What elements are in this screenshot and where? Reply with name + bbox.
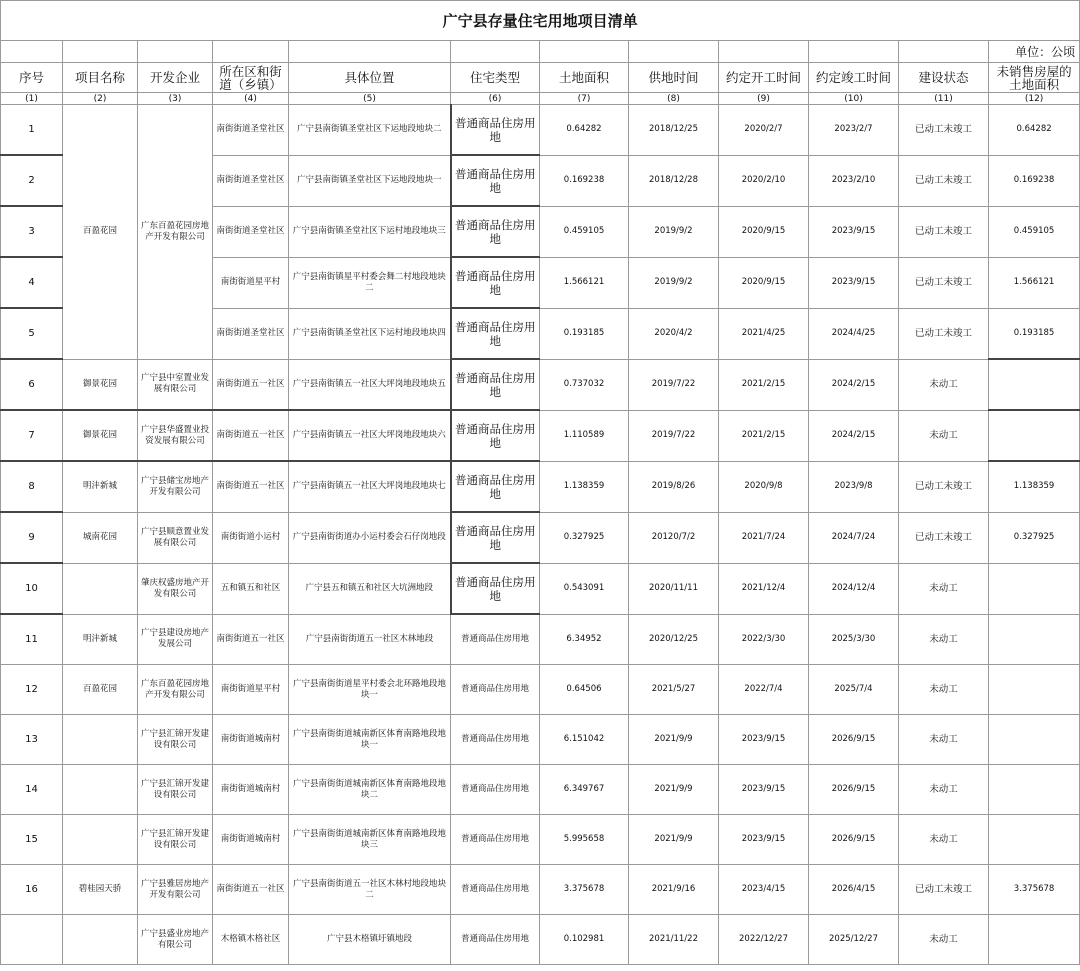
cell-start: 2021/2/15	[719, 359, 809, 410]
cell-district: 南街街道五一社区	[213, 865, 289, 915]
cell-supply: 2019/9/2	[629, 257, 719, 308]
cell-developer: 肇庆权盛房地产开发有限公司	[138, 563, 213, 614]
cell-seq: 10	[1, 563, 63, 614]
cell-unsold	[989, 614, 1080, 665]
table-row	[1, 461, 1080, 512]
table-row	[1, 815, 1080, 865]
cell-project: 御景花园	[63, 410, 138, 461]
cell-developer: 广宁县顺意置业发展有限公司	[138, 512, 213, 563]
table-row	[1, 359, 1080, 410]
cell-status: 已动工未竣工	[899, 105, 989, 156]
cell-status: 未动工	[899, 915, 989, 965]
cell-supply: 20120/7/2	[629, 512, 719, 563]
cell-type: 普通商品住房用地	[451, 915, 540, 965]
cell-finish: 2024/12/4	[809, 563, 899, 614]
cell-start: 2022/7/4	[719, 665, 809, 715]
cell-seq: 3	[1, 206, 63, 257]
index-label: (7)	[540, 93, 629, 105]
cell-supply: 2020/4/2	[629, 308, 719, 359]
cell-seq: 6	[1, 359, 63, 410]
cell-start: 2021/4/25	[719, 308, 809, 359]
cell-district: 南街街道圣堂社区	[213, 155, 289, 206]
cell-supply: 2018/12/28	[629, 155, 719, 206]
cell-district: 南街街道圣堂社区	[213, 206, 289, 257]
cell-area: 5.995658	[540, 815, 629, 865]
cell-area: 0.459105	[540, 206, 629, 257]
cell-unsold	[989, 359, 1080, 410]
cell-status: 已动工未竣工	[899, 155, 989, 206]
cell-start: 2022/3/30	[719, 614, 809, 665]
cell-finish: 2023/9/15	[809, 206, 899, 257]
cell-unsold	[989, 563, 1080, 614]
index-label: (12)	[989, 93, 1080, 105]
cell-seq: 7	[1, 410, 63, 461]
cell-developer: 广宁县汇锦开发建设有限公司	[138, 765, 213, 815]
cell-unsold: 0.64282	[989, 105, 1080, 156]
index-label: (6)	[451, 93, 540, 105]
cell-finish: 2024/7/24	[809, 512, 899, 563]
cell-location: 广宁县南街街道五一社区木林村地段地块二	[289, 865, 451, 915]
cell-area: 6.34952	[540, 614, 629, 665]
cell-unsold: 0.193185	[989, 308, 1080, 359]
cell-district: 南街街道星平村	[213, 665, 289, 715]
cell-developer: 广宁县华盛置业投资发展有限公司	[138, 410, 213, 461]
cell-area: 1.566121	[540, 257, 629, 308]
cell-project	[63, 765, 138, 815]
table-row	[1, 915, 1080, 965]
cell-type: 普通商品住房用地	[451, 206, 540, 257]
cell-project: 城南花园	[63, 512, 138, 563]
cell-project	[63, 815, 138, 865]
cell-start: 2023/4/15	[719, 865, 809, 915]
cell-unsold: 1.566121	[989, 257, 1080, 308]
cell-district: 五和镇五和社区	[213, 563, 289, 614]
index-label: (5)	[289, 93, 451, 105]
cell-area: 1.110589	[540, 410, 629, 461]
cell-type: 普通商品住房用地	[451, 614, 540, 665]
cell-supply: 2021/9/9	[629, 815, 719, 865]
unit-label: 单位：公顷	[989, 41, 1080, 63]
cell-type: 普通商品住房用地	[451, 665, 540, 715]
header-col-seq: 序号	[1, 63, 63, 93]
cell-seq: 5	[1, 308, 63, 359]
cell-start: 2023/9/15	[719, 815, 809, 865]
cell-project: 碧桂园天骄	[63, 865, 138, 915]
cell-developer: 广宁县盛业房地产有限公司	[138, 915, 213, 965]
cell-area: 0.543091	[540, 563, 629, 614]
header-col-developer: 开发企业	[138, 63, 213, 93]
cell-type: 普通商品住房用地	[451, 308, 540, 359]
header-col-district: 所在区和街道（乡镇）	[213, 63, 289, 93]
table-row	[1, 512, 1080, 563]
cell-finish: 2024/4/25	[809, 308, 899, 359]
cell-location: 广宁县南街镇五一社区大坪岗地段地块五	[289, 359, 451, 410]
cell-unsold	[989, 410, 1080, 461]
cell-unsold: 1.138359	[989, 461, 1080, 512]
cell-project: 御景花园	[63, 359, 138, 410]
cell-project	[63, 715, 138, 765]
cell-finish: 2023/9/8	[809, 461, 899, 512]
cell-area: 0.737032	[540, 359, 629, 410]
cell-unsold	[989, 915, 1080, 965]
cell-district: 南街街道五一社区	[213, 614, 289, 665]
index-label: (9)	[719, 93, 809, 105]
header-col-unsold: 未销售房屋的土地面积	[989, 63, 1080, 93]
cell-finish: 2026/9/15	[809, 715, 899, 765]
cell-district: 南街街道圣堂社区	[213, 308, 289, 359]
cell-finish: 2026/9/15	[809, 765, 899, 815]
cell-status: 已动工未竣工	[899, 865, 989, 915]
cell-finish: 2024/2/15	[809, 359, 899, 410]
table-row	[1, 665, 1080, 715]
cell-supply: 2019/9/2	[629, 206, 719, 257]
cell-status: 已动工未竣工	[899, 461, 989, 512]
index-label: (3)	[138, 93, 213, 105]
cell-seq: 13	[1, 715, 63, 765]
cell-status: 未动工	[899, 563, 989, 614]
cell-status: 已动工未竣工	[899, 206, 989, 257]
cell-type: 普通商品住房用地	[451, 257, 540, 308]
cell-supply: 2021/9/16	[629, 865, 719, 915]
cell-location: 广宁县南街街道星平村委会北环路地段地块一	[289, 665, 451, 715]
cell-type: 普通商品住房用地	[451, 105, 540, 156]
cell-start: 2023/9/15	[719, 765, 809, 815]
cell-area: 0.327925	[540, 512, 629, 563]
cell-supply: 2021/9/9	[629, 715, 719, 765]
cell-location: 广宁县南街街道城南新区体育南路地段地块一	[289, 715, 451, 765]
index-label: (4)	[213, 93, 289, 105]
cell-location: 广宁县南街街道城南新区体育南路地段地块三	[289, 815, 451, 865]
cell-developer: 广东百盈花园房地产开发有限公司	[138, 665, 213, 715]
header-col-project: 项目名称	[63, 63, 138, 93]
cell-type: 普通商品住房用地	[451, 512, 540, 563]
cell-project	[63, 915, 138, 965]
index-label: (11)	[899, 93, 989, 105]
cell-unsold: 0.459105	[989, 206, 1080, 257]
cell-start: 2021/12/4	[719, 563, 809, 614]
cell-supply: 2019/7/22	[629, 359, 719, 410]
cell-supply: 2021/5/27	[629, 665, 719, 715]
cell-type: 普通商品住房用地	[451, 410, 540, 461]
cell-supply: 2018/12/25	[629, 105, 719, 156]
cell-area: 3.375678	[540, 865, 629, 915]
cell-location: 广宁县南街镇圣堂社区下运地段地块一	[289, 155, 451, 206]
cell-area: 0.64506	[540, 665, 629, 715]
cell-district: 南街街道五一社区	[213, 359, 289, 410]
index-label: (10)	[809, 93, 899, 105]
cell-seq: 8	[1, 461, 63, 512]
cell-seq: 15	[1, 815, 63, 865]
cell-seq: 12	[1, 665, 63, 715]
cell-type: 普通商品住房用地	[451, 461, 540, 512]
cell-seq: 4	[1, 257, 63, 308]
cell-project: 百盈花园	[63, 105, 138, 360]
cell-type: 普通商品住房用地	[451, 765, 540, 815]
cell-location: 广宁县南街镇圣堂社区下运村地段地块三	[289, 206, 451, 257]
cell-district: 南街街道五一社区	[213, 410, 289, 461]
cell-project: 明沣新城	[63, 614, 138, 665]
cell-unsold	[989, 665, 1080, 715]
cell-start: 2020/2/10	[719, 155, 809, 206]
table-row	[1, 614, 1080, 665]
cell-finish: 2023/2/7	[809, 105, 899, 156]
cell-start: 2022/12/27	[719, 915, 809, 965]
cell-type: 普通商品住房用地	[451, 715, 540, 765]
cell-developer: 广宁县中室置业发展有限公司	[138, 359, 213, 410]
cell-start: 2021/2/15	[719, 410, 809, 461]
cell-supply: 2019/8/26	[629, 461, 719, 512]
cell-location: 广宁县五和镇五和社区大坑洲地段	[289, 563, 451, 614]
cell-unsold: 0.327925	[989, 512, 1080, 563]
cell-seq: 1	[1, 105, 63, 156]
cell-seq: 11	[1, 614, 63, 665]
header-col-location: 具体位置	[289, 63, 451, 93]
header-col-supply: 供地时间	[629, 63, 719, 93]
cell-seq	[1, 915, 63, 965]
cell-start: 2020/9/15	[719, 257, 809, 308]
cell-start: 2021/7/24	[719, 512, 809, 563]
cell-district: 南街街道五一社区	[213, 461, 289, 512]
cell-location: 广宁县南街街道办小运村委会石仔岗地段	[289, 512, 451, 563]
cell-type: 普通商品住房用地	[451, 563, 540, 614]
cell-location: 广宁县南街镇五一社区大坪岗地段地块七	[289, 461, 451, 512]
cell-project	[63, 563, 138, 614]
header-col-type: 住宅类型	[451, 63, 540, 93]
cell-finish: 2023/2/10	[809, 155, 899, 206]
cell-developer: 广东百盈花园房地产开发有限公司	[138, 105, 213, 360]
cell-developer: 广宁县汇锦开发建设有限公司	[138, 815, 213, 865]
cell-finish: 2025/7/4	[809, 665, 899, 715]
cell-area: 0.169238	[540, 155, 629, 206]
cell-supply: 2021/11/22	[629, 915, 719, 965]
index-label: (2)	[63, 93, 138, 105]
cell-type: 普通商品住房用地	[451, 865, 540, 915]
cell-seq: 9	[1, 512, 63, 563]
cell-area: 0.102981	[540, 915, 629, 965]
cell-area: 0.64282	[540, 105, 629, 156]
cell-location: 广宁县南街镇五一社区大坪岗地段地块六	[289, 410, 451, 461]
cell-type: 普通商品住房用地	[451, 359, 540, 410]
cell-location: 广宁县南街镇圣堂社区下运村地段地块四	[289, 308, 451, 359]
cell-supply: 2020/12/25	[629, 614, 719, 665]
cell-status: 未动工	[899, 665, 989, 715]
cell-status: 未动工	[899, 765, 989, 815]
cell-finish: 2026/9/15	[809, 815, 899, 865]
cell-unsold	[989, 715, 1080, 765]
cell-district: 南街街道城南村	[213, 765, 289, 815]
cell-start: 2020/2/7	[719, 105, 809, 156]
cell-finish: 2025/12/27	[809, 915, 899, 965]
cell-location: 广宁县南街街道五一社区木林地段	[289, 614, 451, 665]
cell-status: 未动工	[899, 359, 989, 410]
header-col-area: 土地面积	[540, 63, 629, 93]
cell-finish: 2023/9/15	[809, 257, 899, 308]
cell-status: 已动工未竣工	[899, 308, 989, 359]
index-label: (1)	[1, 93, 63, 105]
cell-type: 普通商品住房用地	[451, 155, 540, 206]
table-row	[1, 765, 1080, 815]
cell-supply: 2019/7/22	[629, 410, 719, 461]
cell-start: 2020/9/8	[719, 461, 809, 512]
cell-area: 6.349767	[540, 765, 629, 815]
cell-start: 2020/9/15	[719, 206, 809, 257]
cell-unsold: 3.375678	[989, 865, 1080, 915]
cell-district: 南街街道星平村	[213, 257, 289, 308]
cell-area: 0.193185	[540, 308, 629, 359]
cell-type: 普通商品住房用地	[451, 815, 540, 865]
header-col-finish: 约定竣工时间	[809, 63, 899, 93]
cell-location: 广宁县南街镇圣堂社区下运地段地块二	[289, 105, 451, 156]
cell-developer: 广宁县汇锦开发建设有限公司	[138, 715, 213, 765]
header-col-start: 约定开工时间	[719, 63, 809, 93]
cell-location: 广宁县南街街道城南新区体育南路地段地块二	[289, 765, 451, 815]
cell-seq: 2	[1, 155, 63, 206]
index-label: (8)	[629, 93, 719, 105]
page-title: 广宁县存量住宅用地项目清单	[1, 1, 1080, 41]
cell-start: 2023/9/15	[719, 715, 809, 765]
cell-seq: 16	[1, 865, 63, 915]
cell-project: 明沣新城	[63, 461, 138, 512]
cell-unsold	[989, 815, 1080, 865]
cell-district: 南街街道小运村	[213, 512, 289, 563]
cell-seq: 14	[1, 765, 63, 815]
cell-unsold	[989, 765, 1080, 815]
cell-status: 未动工	[899, 815, 989, 865]
cell-district: 南街街道城南村	[213, 715, 289, 765]
cell-developer: 广宁县建设房地产发展公司	[138, 614, 213, 665]
cell-unsold: 0.169238	[989, 155, 1080, 206]
table-row	[1, 563, 1080, 614]
cell-finish: 2024/2/15	[809, 410, 899, 461]
header-col-status: 建设状态	[899, 63, 989, 93]
table-row	[1, 865, 1080, 915]
cell-finish: 2025/3/30	[809, 614, 899, 665]
cell-district: 木格镇木格社区	[213, 915, 289, 965]
cell-developer: 广宁县储宝房地产开发有限公司	[138, 461, 213, 512]
cell-developer: 广宁县雅居房地产开发有限公司	[138, 865, 213, 915]
table-row	[1, 105, 1080, 156]
cell-area: 6.151042	[540, 715, 629, 765]
cell-supply: 2020/11/11	[629, 563, 719, 614]
cell-status: 已动工未竣工	[899, 512, 989, 563]
cell-supply: 2021/9/9	[629, 765, 719, 815]
cell-district: 南街街道圣堂社区	[213, 105, 289, 156]
cell-district: 南街街道城南村	[213, 815, 289, 865]
cell-project: 百盈花园	[63, 665, 138, 715]
cell-status: 未动工	[899, 410, 989, 461]
cell-status: 已动工未竣工	[899, 257, 989, 308]
cell-area: 1.138359	[540, 461, 629, 512]
cell-location: 广宁县南街镇星平村委会舞二村地段地块二	[289, 257, 451, 308]
table-row	[1, 715, 1080, 765]
cell-location: 广宁县木格镇圩镇地段	[289, 915, 451, 965]
cell-status: 未动工	[899, 715, 989, 765]
cell-status: 未动工	[899, 614, 989, 665]
cell-finish: 2026/4/15	[809, 865, 899, 915]
table-row	[1, 410, 1080, 461]
